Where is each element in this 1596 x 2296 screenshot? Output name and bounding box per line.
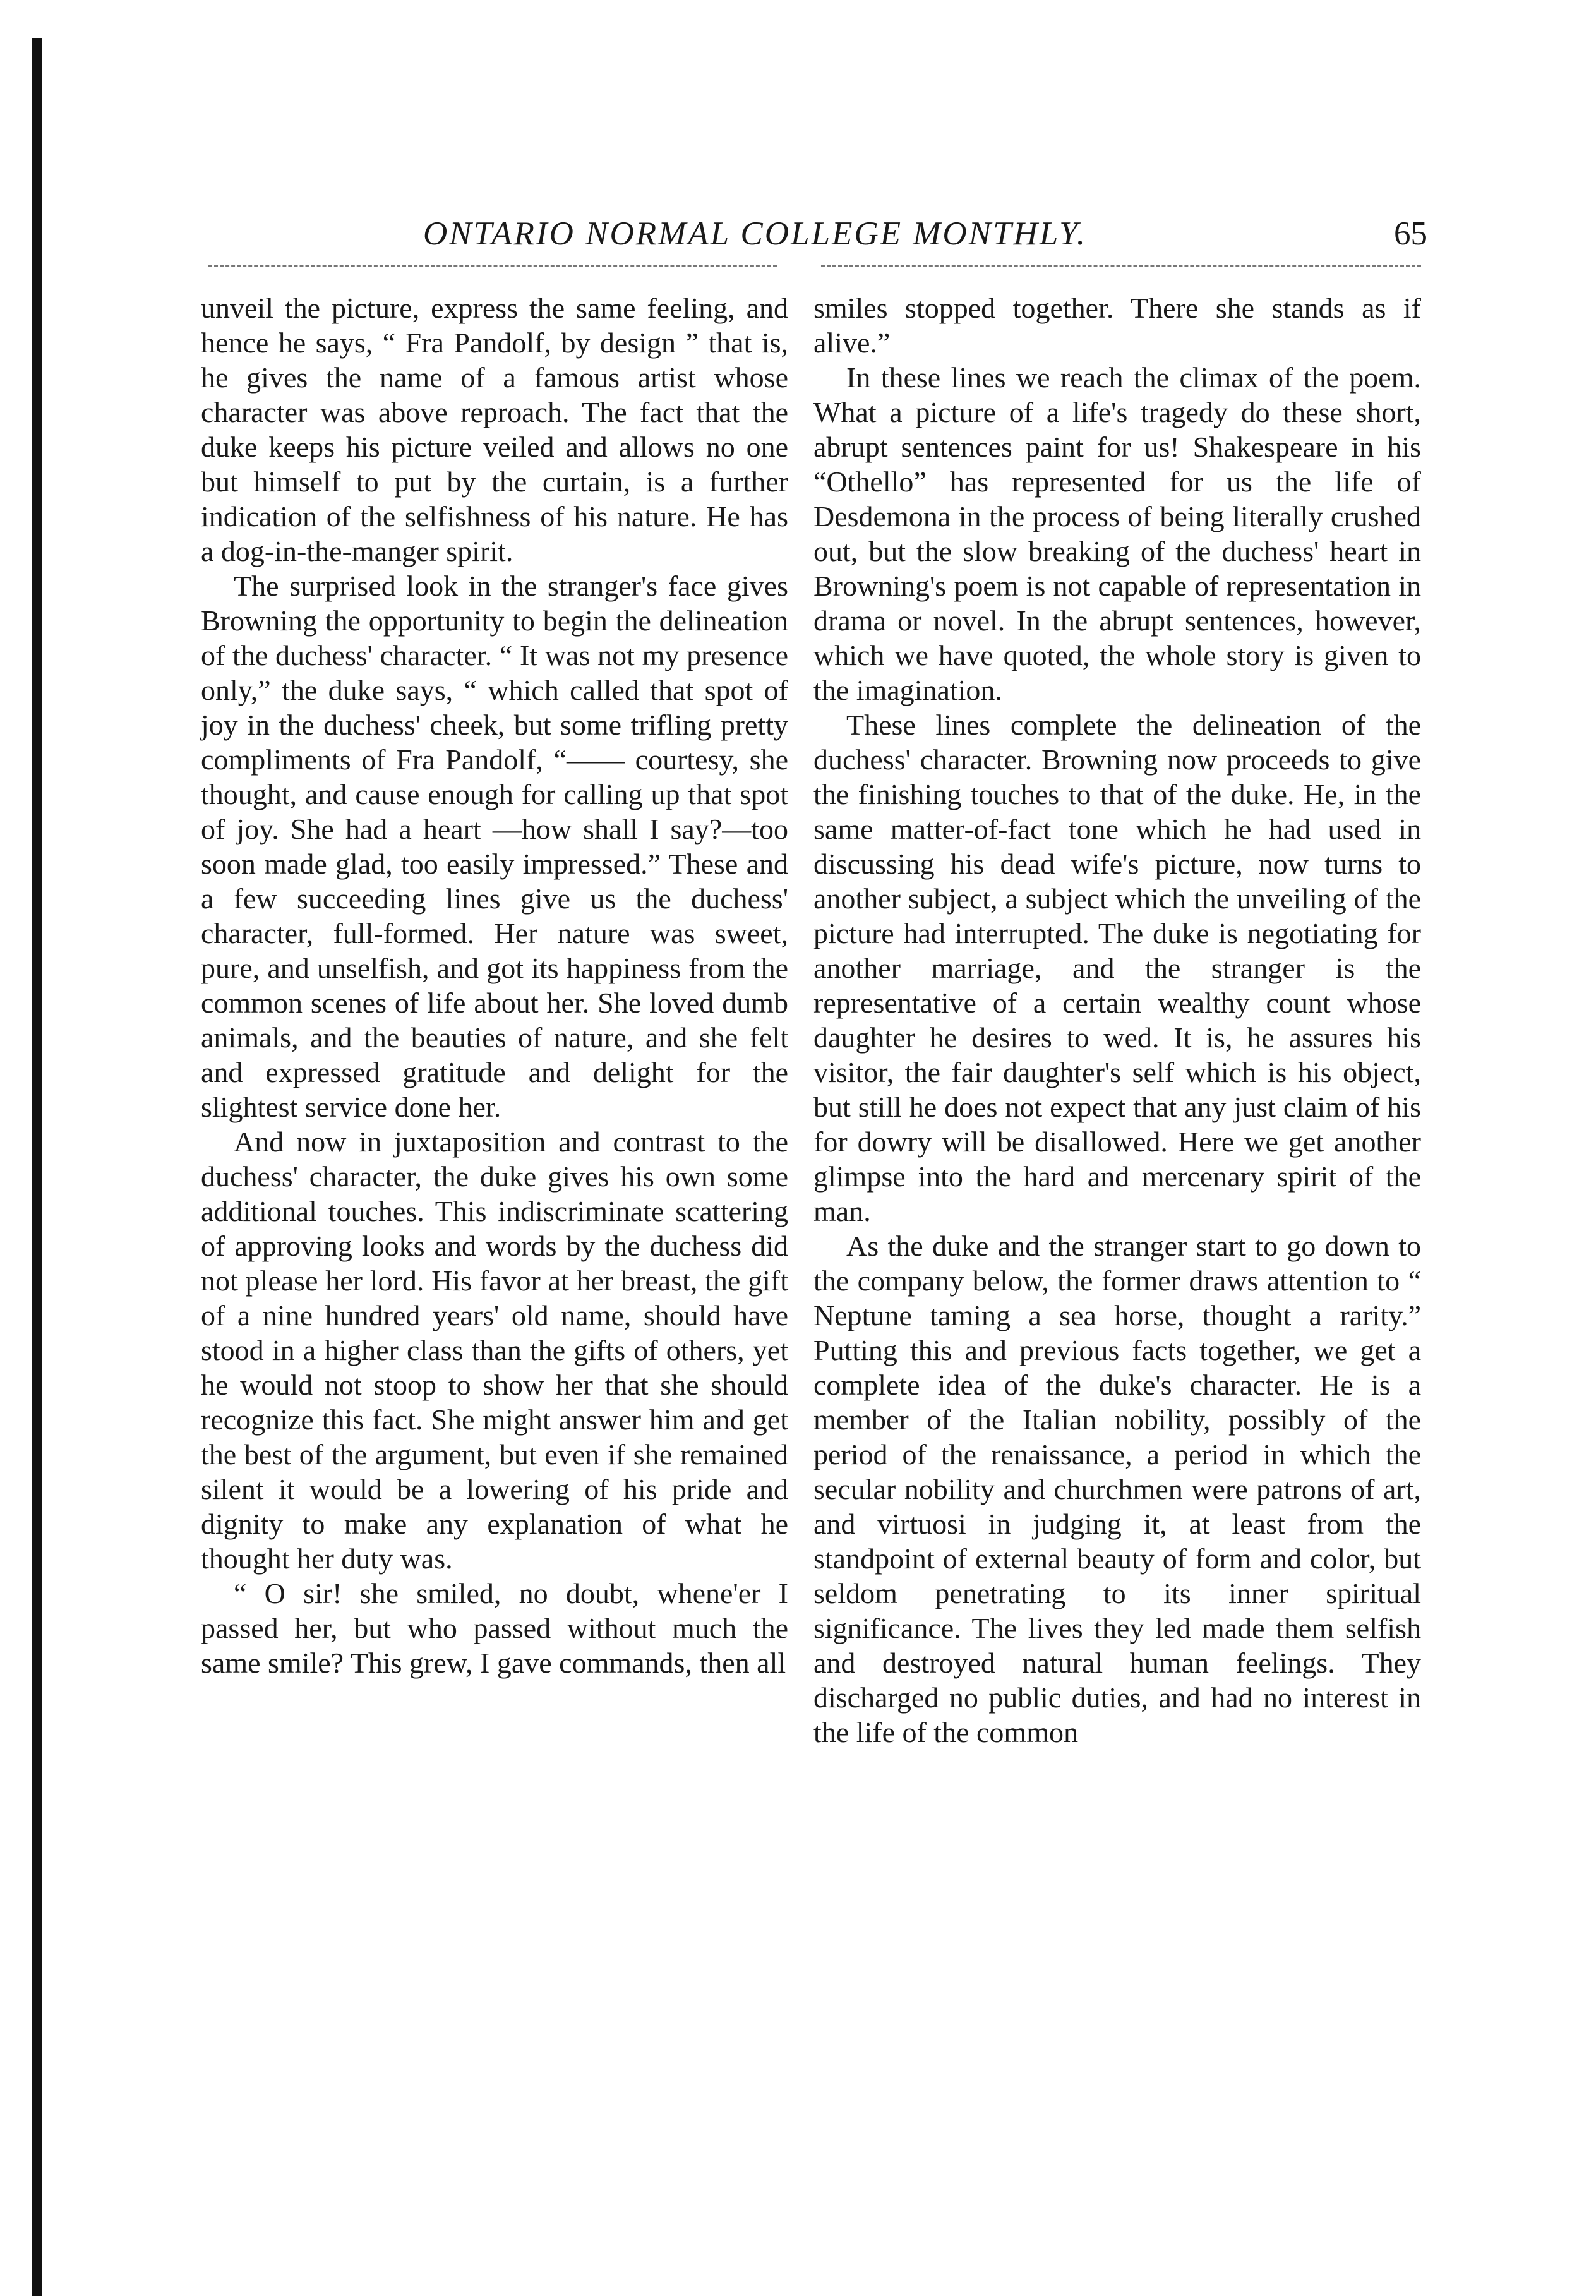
binding-edge	[32, 38, 42, 2296]
paragraph: smiles stopped together. There she stands as if alive.”	[813, 292, 1421, 359]
left-column	[201, 291, 788, 1680]
paragraph: In these lines we reach the climax of the poem. What a picture of a life's tragedy do these short, abrupt sentences paint for us! Shakespeare in his “Othello” has represented for us the life of Desdemona in the process of being literally crushed out, but the slow breaking of the duchess' heart in Browning's poem is not capable of representation in drama or novel. In the abrupt sentences, however, which we have quoted, the whole story is given to the imagination.	[813, 361, 1421, 706]
header-rule-left	[208, 265, 777, 267]
running-title: ONTARIO NORMAL COLLEGE MONTHLY.	[423, 215, 1088, 252]
paragraph: unveil the picture, express the same feeling, and hence he says, “ Fra Pandolf, by design ” that is, he gives the name of a famous artist whose character was above reproach. The fact that the duke keeps his picture veiled and allows no one but himself to put by the curtain, is a further indication of the selfishness of his nature. He has a dog-in-the-manger spirit.	[201, 292, 788, 567]
paragraph: These lines complete the delineation of the duchess' character. Browning now proceeds to give the finishing touches to that of the duke. He, in the same matter-of-fact tone which he had used in discussing his dead wife's picture, now turns to another subject, a subject which the unveiling of the picture had interrupted. The duke is negotiating for another marriage, and the stranger is the representative of a certain wealthy count whose daughter he desires to wed. It is, he assures his visitor, the fair daughter's self which is his object, but still he does not expect that any just claim of his for dowry will be disallowed. Here we get another glimpse into the hard and mercenary spirit of the man.	[813, 709, 1421, 1227]
paragraph: As the duke and the stranger start to go down to the company below, the former draws attention to “ Neptune taming a sea horse, thought a rarity.” Putting this and previous facts together, we get a complete idea of the duke's character. He is a member of the Italian nobility, possibly of the period of the renaissance, a period in which the secular nobility and churchmen were patrons of art, and virtuosi in judging it, at least from the standpoint of external beauty of form and color, but seldom penetrating to its inner spiritual significance. The lives they led made them selfish and destroyed natural human feelings. They discharged no public duties, and had no interest in the life of the common	[813, 1230, 1421, 1748]
paragraph: The surprised look in the stranger's face gives Browning the opportunity to begin the delineation of the duchess' character. “ It was not my presence only,” the duke says, “ which called that spot of joy in the duchess' cheek, but some trifling pretty compliments of Fra Pandolf, “—— courtesy, she thought, and cause enough for calling up that spot of joy. She had a heart —how shall I say?—too soon made glad, too easily impressed.” These and a few succeeding lines give us the duchess' character, full-formed. Her nature was sweet, pure, and unselfish, and got its happiness from the common scenes of life about her. She loved dumb animals, and the beauties of nature, and she felt and expressed gratitude and delight for the slightest service done her.	[201, 570, 788, 1123]
page-number: 65	[1394, 215, 1427, 252]
paragraph: “ O sir! she smiled, no doubt, whene'er I passed her, but who passed without much the same smile? This grew, I gave commands, then all	[201, 1577, 788, 1679]
header-rule-right	[821, 265, 1421, 267]
right-column	[813, 291, 1421, 1750]
paragraph: And now in juxtaposition and contrast to the duchess' character, the duke gives his own some additional touches. This indiscriminate scattering of approving looks and words by the duchess did not please her lord. His favor at her breast, the gift of a nine hundred years' old name, should have stood in a higher class than the gifts of others, yet he would not stoop to show her that she should recognize this fact. She might answer him and get the best of the argument, but even if she remained silent it would be a lowering of his pride and dignity to make any explanation of what he thought her duty was.	[201, 1126, 788, 1575]
